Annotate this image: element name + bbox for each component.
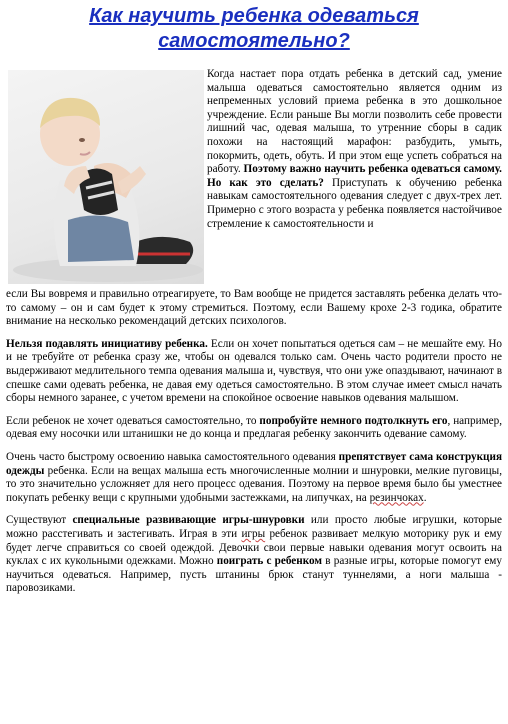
- paragraph-5-misspelled-word: игры: [241, 527, 266, 540]
- paragraph-1: если Вы вовремя и правильно отреагируете, то Вам вообще не придется заставлять ребенка делать что-то самому – он и сам будет к этому стремиться. Поэтому, если Вашему крохе 2-3 годика, обратите внимание на несколько рекомендаций детских психологов.: [6, 288, 502, 328]
- paragraph-5-text-1: Существуют: [6, 514, 73, 527]
- paragraph-3-text-2: , например, одевая ему носочки или штанишки не до конца и предлагая ребенку закончить одевание самому.: [6, 414, 503, 441]
- paragraph-4-text-2: ребенка. Если на вещах малыша есть многочисленные молнии и шнуровки, мелкие пуговицы, то это значительно усложняет для него процесс одевания. Поэтому на первое время было бы уместнее покупать ребенку вещи с крупными удобными застежками, на липучках, на: [6, 464, 502, 504]
- paragraph-5: [6, 514, 502, 596]
- intro-text-2: Приступать к обучению ребенка навыкам самостоятельного одевания следует с двух-трех лет. Примерно с этого возраста у ребенка появляется настойчивое стремление к самостоятельности и: [207, 176, 502, 230]
- title-line-1: Как научить ребенка одеваться: [89, 5, 419, 27]
- paragraph-2-bold: Нельзя подавлять инициативу ребенка.: [6, 337, 208, 350]
- paragraph-3: [6, 415, 502, 442]
- paragraph-4-text-1: Очень часто быстрому освоению навыка самостоятельного одевания: [6, 450, 339, 463]
- child-photo-illustration: [8, 70, 204, 284]
- title-line-2: самостоятельно?: [158, 30, 350, 52]
- article-body: [6, 288, 502, 605]
- paragraph-5-text-2: или просто любые игрушки, которые можно расстегивать и застегивать. Играя в эти: [6, 514, 502, 540]
- paragraph-5-text-4: в разные игры, которые помогут ему научиться одеваться. Например, пусть штанины брюк станут туннелями, а ноги малыша - паровозиками.: [6, 555, 502, 595]
- paragraph-3-text-1: Если ребенок не хочет одеваться самостоятельно, то: [6, 414, 260, 427]
- intro-bold-1: Поэтому важно научить ребенка одеваться самому. Но как это сделать?: [207, 163, 502, 189]
- child-dressing-photo: [8, 70, 204, 284]
- paragraph-5-bold-2: поиграть с ребенком: [216, 555, 323, 568]
- paragraph-4-misspelled-word: резинчоках: [369, 491, 424, 504]
- paragraph-4: [6, 451, 502, 505]
- paragraph-5-bold-1: специальные развивающие игры-шнуровки: [72, 514, 305, 527]
- page-title: [0, 4, 508, 54]
- intro-paragraph: [207, 68, 502, 231]
- paragraph-2-text: Если он хочет попытаться одеться сам – не мешайте ему. Но и не требуйте от ребенка сразу же, чтобы он одевался только сам. Очень часто родители просто не выдерживают медлительного темпа одевания малыша и, чувствуя, что они уже опаздывают, начинают в спешке сами одевать ребенка, не давая ему одеться самостоятельно. В этом случае имеет смысл начать сборы немного заранее, с учетом времени на спокойное освоение навыков одевания малышом.: [6, 337, 502, 405]
- paragraph-5-text-3: ребенок развивает мелкую моторику рук и ему будет легче справиться со своей одеждой. Девочки свои первые навыки одевания могут освоить на куклах с их кукольными одежками. Можно: [6, 527, 502, 568]
- paragraph-3-bold: попробуйте немного подтолкнуть его: [259, 414, 448, 427]
- paragraph-4-bold: препятствует сама конструкция одежды: [6, 450, 503, 477]
- paragraph-2: [6, 338, 502, 406]
- paragraph-4-text-3: .: [423, 491, 427, 504]
- intro-text-1: Когда настает пора отдать ребенка в детский сад, умение малыша одеваться самостоятельно является одним из непременных условий приема ребенка в это дошкольное учреждение. Если раньше Вы могли позволить себе провести лишний час, одевая малыша, то утренние сборы в садик похожи на настоящий марафон: разбудить, умыть, покормить, одеть, обуть. И при этом еще успеть собраться на работу.: [207, 68, 502, 176]
